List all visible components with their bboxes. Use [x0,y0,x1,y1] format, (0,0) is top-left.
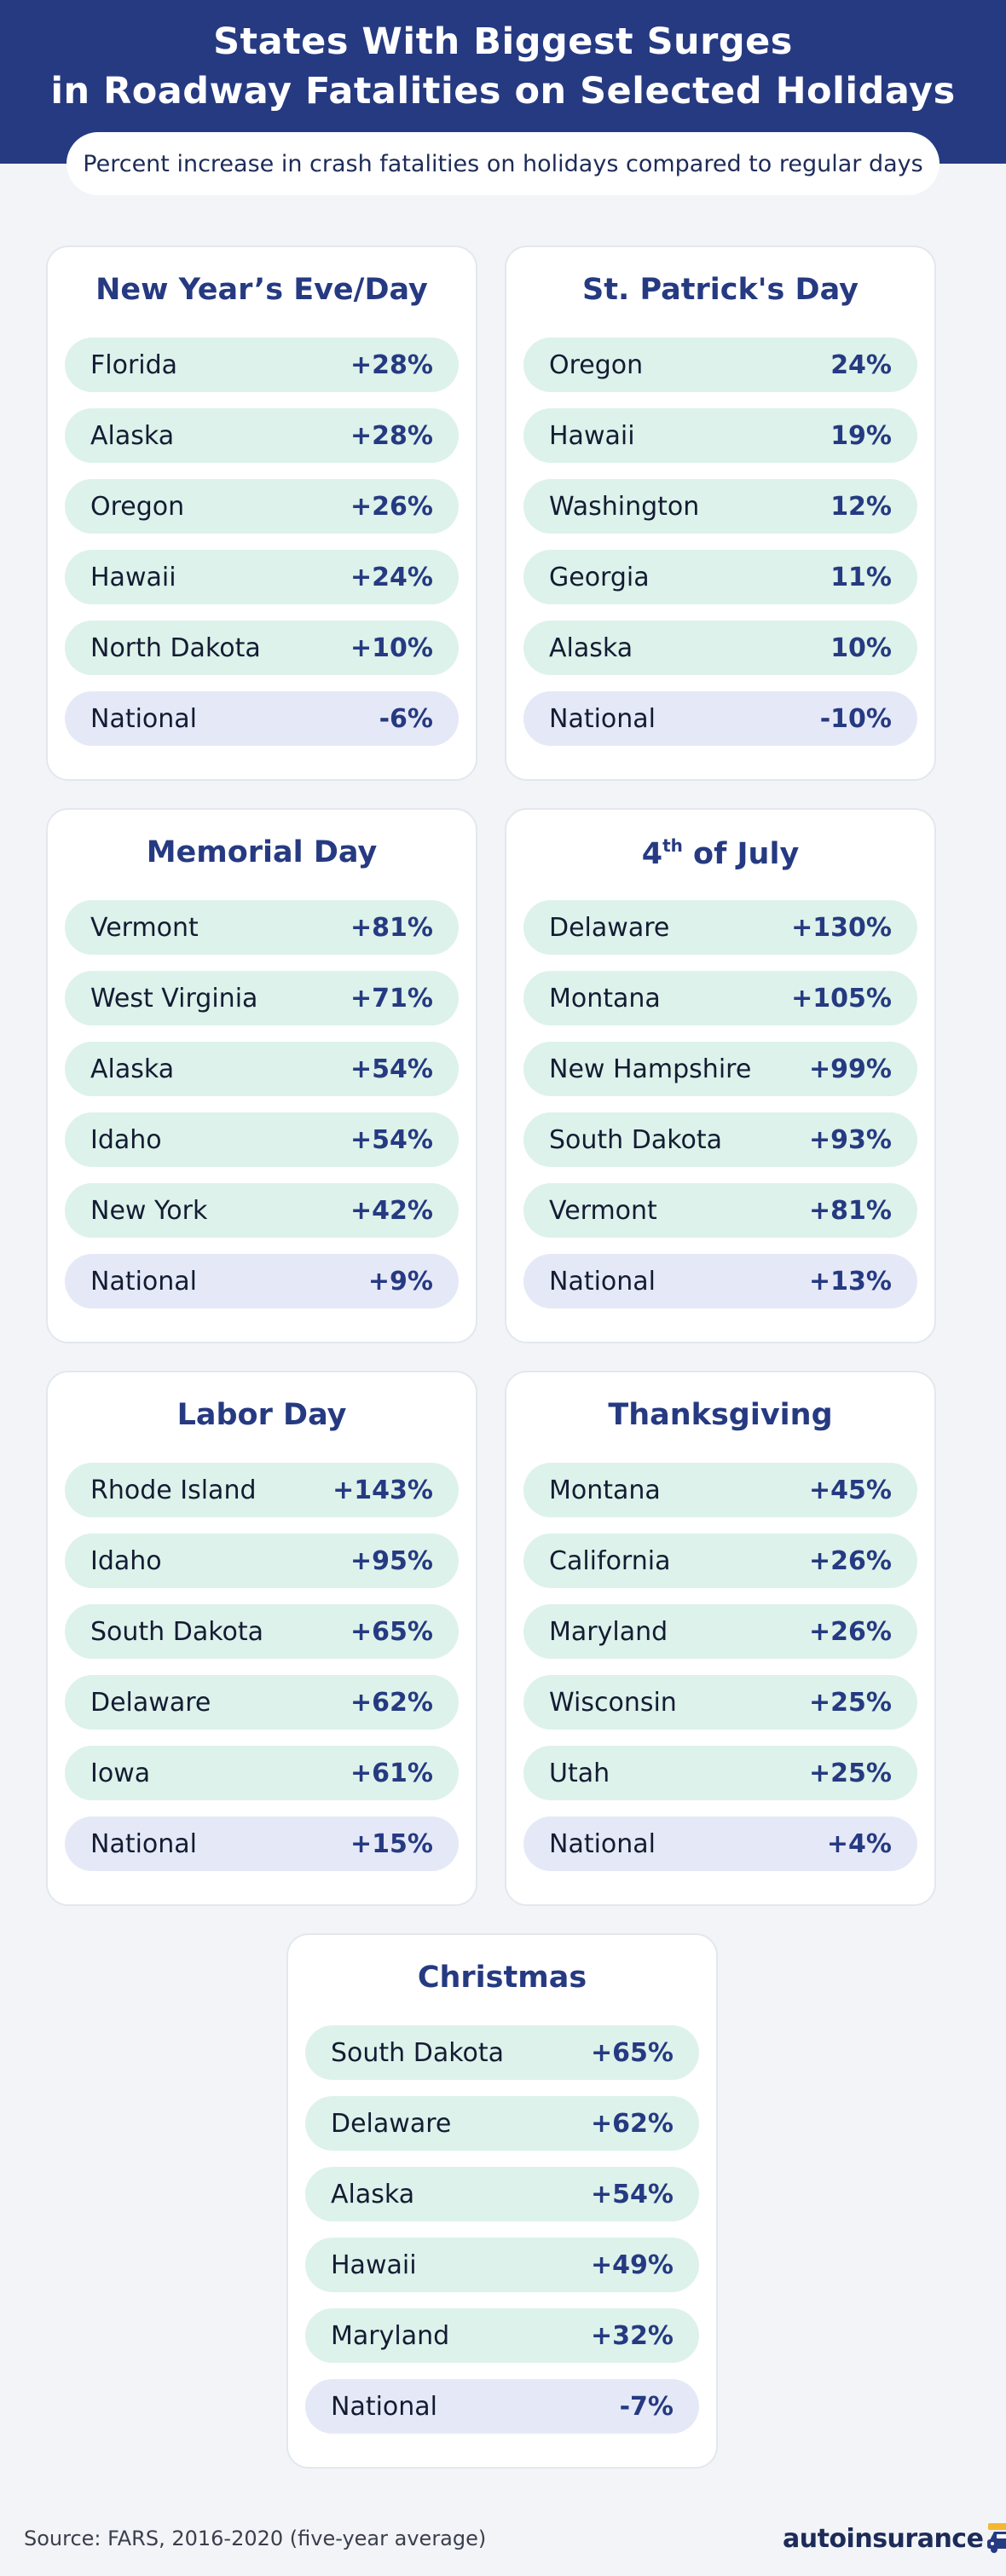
percent-value: +28% [350,349,433,380]
state-name: National [549,703,656,734]
card-title: Christmas [417,1961,587,1995]
state-row [523,479,917,534]
state-name: Alaska [90,420,175,451]
percent-value: +62% [350,1687,433,1718]
national-row [523,1816,917,1871]
state-name: Rhode Island [90,1475,257,1505]
state-row [523,1463,917,1517]
state-row [523,900,917,955]
percent-value: +9% [367,1266,433,1297]
state-row [305,2025,699,2080]
state-row [523,1604,917,1659]
national-row [65,1254,459,1308]
percent-value: 11% [830,562,892,592]
state-row [523,1183,917,1238]
state-name: California [549,1545,671,1576]
percent-value: 24% [830,349,892,380]
holiday-card-st-patricks [505,245,936,781]
percent-value: +26% [350,491,433,522]
national-row [65,1816,459,1871]
state-name: New York [90,1195,208,1226]
state-name: Alaska [331,2179,415,2209]
state-name: Delaware [331,2108,452,2139]
state-row [523,1675,917,1730]
percent-value: +28% [350,420,433,451]
percent-value: +24% [350,562,433,592]
state-name: Washington [549,491,700,522]
national-row [65,691,459,746]
state-row [523,1042,917,1096]
state-row [65,1463,459,1517]
card-title-rest: of July [682,837,800,871]
percent-value: +54% [350,1124,433,1155]
page-title [0,17,1006,116]
percent-value: +130% [791,912,892,943]
state-name: Utah [549,1758,610,1788]
national-row [305,2379,699,2434]
percent-value: +95% [350,1545,433,1576]
state-name: Maryland [331,2320,450,2351]
state-name: Vermont [549,1195,657,1226]
state-row [523,550,917,604]
state-name: West Virginia [90,983,258,1014]
state-name: National [331,2391,438,2422]
percent-value: +143% [332,1475,433,1505]
percent-value: -7% [619,2391,674,2422]
card-title: Memorial Day [146,835,378,869]
percent-value: +65% [591,2037,674,2068]
holiday-card-thanksgiving [505,1371,936,1906]
state-row [65,1604,459,1659]
card-title-ordinal: th [662,835,683,856]
percent-value: +10% [350,632,433,663]
state-row [523,338,917,392]
state-name: Hawaii [331,2250,417,2280]
state-row [65,971,459,1025]
state-row [65,1042,459,1096]
state-name: Idaho [90,1124,162,1155]
state-row [305,2096,699,2151]
state-row [65,900,459,955]
state-name: Vermont [90,912,199,943]
state-name: Montana [549,983,661,1014]
percent-value: -6% [379,703,433,734]
state-row [65,338,459,392]
state-name: Montana [549,1475,661,1505]
holiday-card-memorial-day [46,808,477,1343]
state-name: South Dakota [331,2037,505,2068]
percent-value: +15% [350,1828,433,1859]
state-name: Alaska [549,632,633,663]
state-name: North Dakota [90,632,261,663]
state-row [65,621,459,675]
percent-value: +81% [350,912,433,943]
source-note: Source: FARS, 2016-2020 (five-year average) [24,2527,487,2550]
percent-value: +105% [791,983,892,1014]
state-name: National [90,1266,198,1297]
percent-value: +93% [809,1124,892,1155]
percent-value: +49% [591,2250,674,2280]
percent-value: +54% [591,2179,674,2209]
percent-value: +26% [809,1545,892,1576]
state-row [65,1533,459,1588]
state-row [523,408,917,463]
percent-value: 10% [830,632,892,663]
percent-value: +81% [809,1195,892,1226]
subtitle: Percent increase in crash fatalities on holidays compared to regular days [66,132,940,195]
state-name: Wisconsin [549,1687,677,1718]
percent-value: 12% [830,491,892,522]
state-name: National [90,703,198,734]
state-name: Delaware [549,912,670,943]
state-name: Delaware [90,1687,211,1718]
state-name: Maryland [549,1616,668,1647]
state-name: Hawaii [549,420,635,451]
state-name: Alaska [90,1054,175,1084]
card-title [506,835,934,871]
state-row [65,408,459,463]
card-title: Thanksgiving [608,1398,833,1432]
percent-value: +62% [591,2108,674,2139]
state-name: Hawaii [90,562,176,592]
state-row [305,2167,699,2221]
card-title: St. Patrick's Day [582,273,859,307]
state-row [305,2308,699,2363]
state-name: South Dakota [549,1124,723,1155]
holiday-card-labor-day [46,1371,477,1906]
state-row [65,1675,459,1730]
state-row [65,479,459,534]
percent-value: +25% [809,1687,892,1718]
percent-value: +32% [591,2320,674,2351]
percent-value: +25% [809,1758,892,1788]
state-name: New Hampshire [549,1054,752,1084]
percent-value: +42% [350,1195,433,1226]
brand-logo[interactable] [783,2521,1006,2556]
percent-value: +54% [350,1054,433,1084]
percent-value: +13% [809,1266,892,1297]
percent-value: +71% [350,983,433,1014]
state-name: Oregon [90,491,185,522]
state-row [523,971,917,1025]
state-name: Oregon [549,349,644,380]
percent-value: +45% [809,1475,892,1505]
car-icon [985,2521,1006,2556]
state-row [523,1112,917,1167]
state-row [65,1183,459,1238]
percent-value: +99% [809,1054,892,1084]
title-line-2: in Roadway Fatalities on Selected Holidays [50,70,956,113]
holiday-card-christmas [286,1933,718,2469]
state-row [65,550,459,604]
card-title-number: 4 [641,837,663,871]
state-row [65,1112,459,1167]
percent-value: -10% [819,703,892,734]
state-name: National [549,1266,656,1297]
percent-value: +61% [350,1758,433,1788]
state-name: Idaho [90,1545,162,1576]
percent-value: +65% [350,1616,433,1647]
percent-value: +4% [826,1828,892,1859]
card-title: New Year’s Eve/Day [95,273,428,307]
state-name: Iowa [90,1758,151,1788]
state-row [523,1533,917,1588]
state-row [523,1746,917,1800]
national-row [523,691,917,746]
state-row [305,2238,699,2292]
title-line-1: States With Biggest Surges [213,20,793,63]
state-name: Florida [90,349,178,380]
logo-text: autoinsurance [783,2523,984,2554]
state-name: National [90,1828,198,1859]
state-name: Georgia [549,562,650,592]
card-title: Labor Day [176,1398,347,1432]
state-name: South Dakota [90,1616,264,1647]
percent-value: 19% [830,420,892,451]
national-row [523,1254,917,1308]
holiday-card-new-years [46,245,477,781]
state-name: National [549,1828,656,1859]
state-row [65,1746,459,1800]
holiday-card-fourth-of-july [505,808,936,1343]
percent-value: +26% [809,1616,892,1647]
state-row [523,621,917,675]
